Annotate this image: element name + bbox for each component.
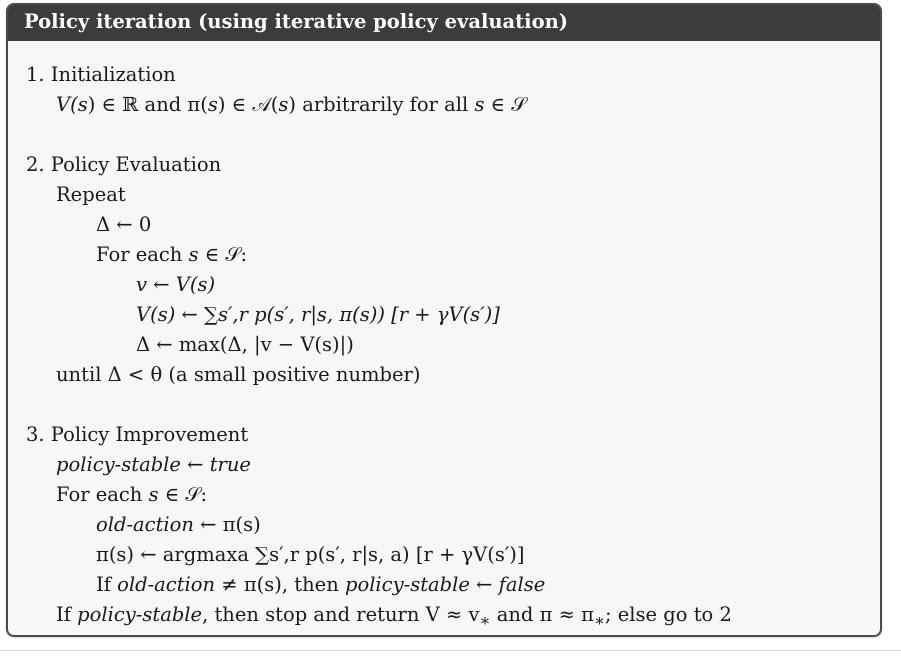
if-line-c: ≠ π(s), then: [215, 573, 345, 596]
if-line-b: old-action: [117, 573, 216, 596]
improve-for-each: [56, 483, 207, 507]
step-2-heading: 2. Policy Evaluation: [26, 153, 222, 176]
delta-update: Δ ← max(Δ, |v − V(s)|): [136, 333, 354, 356]
until-condition: until Δ < θ (a small positive number): [56, 363, 421, 386]
stable-init: [56, 453, 251, 477]
stable-init-a: policy-stable: [56, 453, 181, 476]
final-f: ∗: [593, 610, 605, 630]
final-condition: [56, 603, 732, 633]
policy-update: π(s) ← argmaxa ∑s′,r p(s′, r|s, a) [r + γV(s′)]: [96, 543, 525, 566]
init-text-i: ∈ 𝒮: [484, 93, 527, 116]
init-text-g: ) arbitrarily for all: [288, 93, 475, 116]
old-action-assign: [96, 513, 261, 537]
final-e: and π ≈ π: [490, 603, 594, 626]
if-line-a: If: [96, 573, 118, 596]
init-text-h: s: [474, 93, 485, 116]
old-action-a: old-action: [96, 513, 194, 536]
final-a: If: [56, 603, 78, 626]
v-assign: v ← V(s): [136, 273, 216, 296]
if-line-e: ←: [469, 573, 499, 596]
eval-for-each: [96, 243, 247, 267]
final-b: policy-stable: [77, 603, 203, 626]
stable-init-b: ←: [180, 453, 210, 476]
if-line-f: false: [498, 573, 546, 596]
final-g: ; else go to 2: [605, 603, 732, 626]
repeat-keyword: Repeat: [56, 183, 126, 206]
step-1-heading: 1. Initialization: [26, 63, 176, 86]
eval-for-each-c: ∈ 𝒮:: [198, 243, 248, 266]
bottom-divider: [0, 650, 901, 651]
init-text-f: s: [278, 93, 289, 116]
init-text-e: ) ∈ 𝒜(: [217, 93, 279, 116]
eval-for-each-a: For each: [96, 243, 189, 266]
algorithm-title: Policy iteration (using iterative policy evaluation): [8, 5, 880, 41]
delta-init: Δ ← 0: [96, 213, 152, 236]
eval-for-each-b: s: [188, 243, 199, 266]
old-action-b: ← π(s): [193, 513, 261, 536]
step-3-heading: 3. Policy Improvement: [26, 423, 249, 446]
step-1-statement: [56, 93, 526, 117]
init-text-c: ) ∈ ℝ and π(: [87, 93, 208, 116]
final-d: ∗: [479, 610, 491, 630]
value-update: V(s) ← ∑s′,r p(s′, r|s, π(s)) [r + γV(s′)]: [136, 303, 500, 326]
algorithm-box: [6, 3, 882, 637]
stable-init-c: true: [209, 453, 251, 476]
improve-for-each-b: s: [148, 483, 159, 506]
if-line-d: policy-stable: [344, 573, 470, 596]
init-text-b: s: [77, 93, 88, 116]
init-text-a: V(: [56, 93, 78, 116]
final-c: , then stop and return V ≈ v: [202, 603, 480, 626]
init-text-d: s: [207, 93, 218, 116]
if-old-action: [96, 573, 545, 597]
improve-for-each-c: ∈ 𝒮:: [158, 483, 208, 506]
improve-for-each-a: For each: [56, 483, 149, 506]
